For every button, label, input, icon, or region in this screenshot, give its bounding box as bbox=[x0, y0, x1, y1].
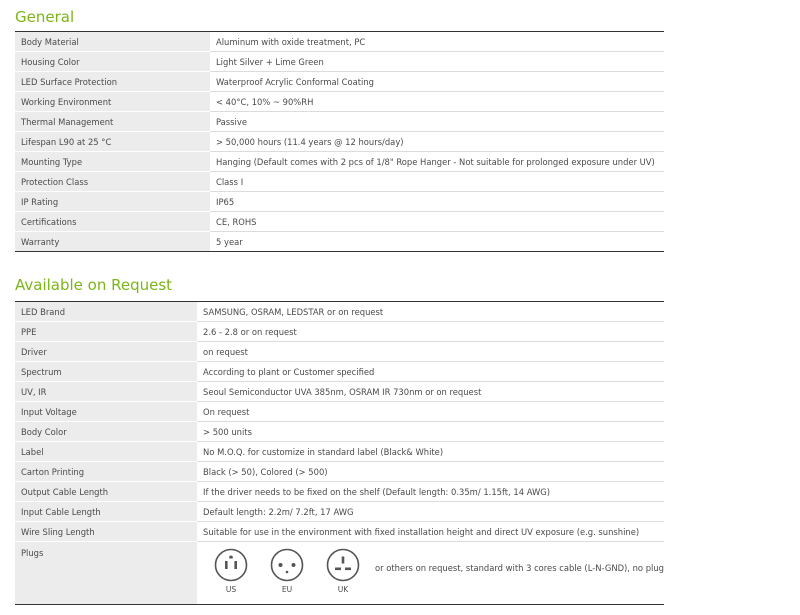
plug-list bbox=[203, 548, 664, 594]
spec-label: Protection Class bbox=[15, 172, 210, 192]
plug-eu bbox=[259, 548, 315, 594]
spec-label: Body Color bbox=[15, 422, 197, 442]
spec-value: On request bbox=[197, 402, 664, 422]
spec-value: > 500 units bbox=[197, 422, 664, 442]
request-spec-table bbox=[15, 301, 664, 605]
table-row bbox=[15, 232, 664, 252]
spec-label: Driver bbox=[15, 342, 197, 362]
table-row bbox=[15, 362, 664, 382]
us-plug-icon bbox=[214, 548, 248, 582]
request-title: Available on Request bbox=[15, 276, 173, 294]
table-row bbox=[15, 382, 664, 402]
table-row bbox=[15, 522, 664, 542]
table-row bbox=[15, 152, 664, 172]
request-rows bbox=[15, 302, 664, 605]
spec-value: Default length: 2.2m/ 7.2ft, 17 AWG bbox=[197, 502, 664, 522]
spec-value: If the driver needs to be fixed on the shelf (Default length: 0.35m/ 1.15ft, 14 AWG) bbox=[197, 482, 664, 502]
spec-value: IP65 bbox=[210, 192, 664, 212]
spec-value: No M.O.Q. for customize in standard label (Black& White) bbox=[197, 442, 664, 462]
spec-value: CE, ROHS bbox=[210, 212, 664, 232]
spec-label: Label bbox=[15, 442, 197, 462]
spec-value: SAMSUNG, OSRAM, LEDSTAR or on request bbox=[197, 302, 664, 322]
spec-label: Certifications bbox=[15, 212, 210, 232]
spec-label: Carton Printing bbox=[15, 462, 197, 482]
spec-value: 2.6 - 2.8 or on request bbox=[197, 322, 664, 342]
table-row bbox=[15, 442, 664, 462]
table-row bbox=[15, 342, 664, 362]
plug-us bbox=[203, 548, 259, 594]
plugs-value bbox=[197, 542, 664, 605]
spec-label: Housing Color bbox=[15, 52, 210, 72]
table-row bbox=[15, 422, 664, 442]
spec-label: IP Rating bbox=[15, 192, 210, 212]
plug-note: or others on request, standard with 3 cores cable (L-N-GND), no plug bbox=[375, 563, 664, 573]
table-row bbox=[15, 302, 664, 322]
eu-plug-icon bbox=[270, 548, 304, 582]
plug-label: US bbox=[225, 585, 237, 594]
spec-label: Spectrum bbox=[15, 362, 197, 382]
table-row bbox=[15, 212, 664, 232]
table-row bbox=[15, 322, 664, 342]
spec-value: Aluminum with oxide treatment, PC bbox=[210, 32, 664, 52]
uk-plug-icon bbox=[326, 548, 360, 582]
plug-label: EU bbox=[281, 585, 293, 594]
spec-label: Body Material bbox=[15, 32, 210, 52]
table-row bbox=[15, 502, 664, 522]
plug-uk bbox=[315, 548, 371, 594]
spec-label: Thermal Management bbox=[15, 112, 210, 132]
spec-value: Passive bbox=[210, 112, 664, 132]
spec-value: Suitable for use in the environment with fixed installation height and direct UV exposure (e.g. sunshine) bbox=[197, 522, 664, 542]
table-row bbox=[15, 132, 664, 152]
general-rows bbox=[15, 32, 664, 252]
table-row bbox=[15, 112, 664, 132]
spec-label: LED Surface Protection bbox=[15, 72, 210, 92]
spec-label: Input Cable Length bbox=[15, 502, 197, 522]
spec-label: Mounting Type bbox=[15, 152, 210, 172]
spec-value: Black (> 50), Colored (> 500) bbox=[197, 462, 664, 482]
spec-label: Wire Sling Length bbox=[15, 522, 197, 542]
plugs-row bbox=[15, 542, 664, 605]
plug-label: UK bbox=[337, 585, 349, 594]
general-spec-table bbox=[15, 31, 664, 252]
spec-label: Working Environment bbox=[15, 92, 210, 112]
spec-label: Output Cable Length bbox=[15, 482, 197, 502]
spec-value: < 40°C, 10% ~ 90%RH bbox=[210, 92, 664, 112]
spec-value: Class I bbox=[210, 172, 664, 192]
spec-label: LED Brand bbox=[15, 302, 197, 322]
spec-value: Hanging (Default comes with 2 pcs of 1/8" Rope Hanger - Not suitable for prolonged exposure under UV) bbox=[210, 152, 664, 172]
spec-label: UV, IR bbox=[15, 382, 197, 402]
spec-label: PPE bbox=[15, 322, 197, 342]
spec-value: Waterproof Acrylic Conformal Coating bbox=[210, 72, 664, 92]
spec-label: Input Voltage bbox=[15, 402, 197, 422]
table-row bbox=[15, 172, 664, 192]
spec-value: According to plant or Customer specified bbox=[197, 362, 664, 382]
general-title: General bbox=[15, 8, 75, 26]
table-row bbox=[15, 482, 664, 502]
spec-value: > 50,000 hours (11.4 years @ 12 hours/day) bbox=[210, 132, 664, 152]
spec-value: Seoul Semiconductor UVA 385nm, OSRAM IR 730nm or on request bbox=[197, 382, 664, 402]
table-row bbox=[15, 192, 664, 212]
spec-label: Plugs bbox=[15, 542, 197, 605]
spec-value: Light Silver + Lime Green bbox=[210, 52, 664, 72]
spec-label: Lifespan L90 at 25 °C bbox=[15, 132, 210, 152]
table-row bbox=[15, 72, 664, 92]
table-row bbox=[15, 462, 664, 482]
table-row bbox=[15, 402, 664, 422]
spec-value: on request bbox=[197, 342, 664, 362]
spec-value: 5 year bbox=[210, 232, 664, 252]
table-row bbox=[15, 52, 664, 72]
table-row bbox=[15, 32, 664, 52]
table-row bbox=[15, 92, 664, 112]
spec-label: Warranty bbox=[15, 232, 210, 252]
